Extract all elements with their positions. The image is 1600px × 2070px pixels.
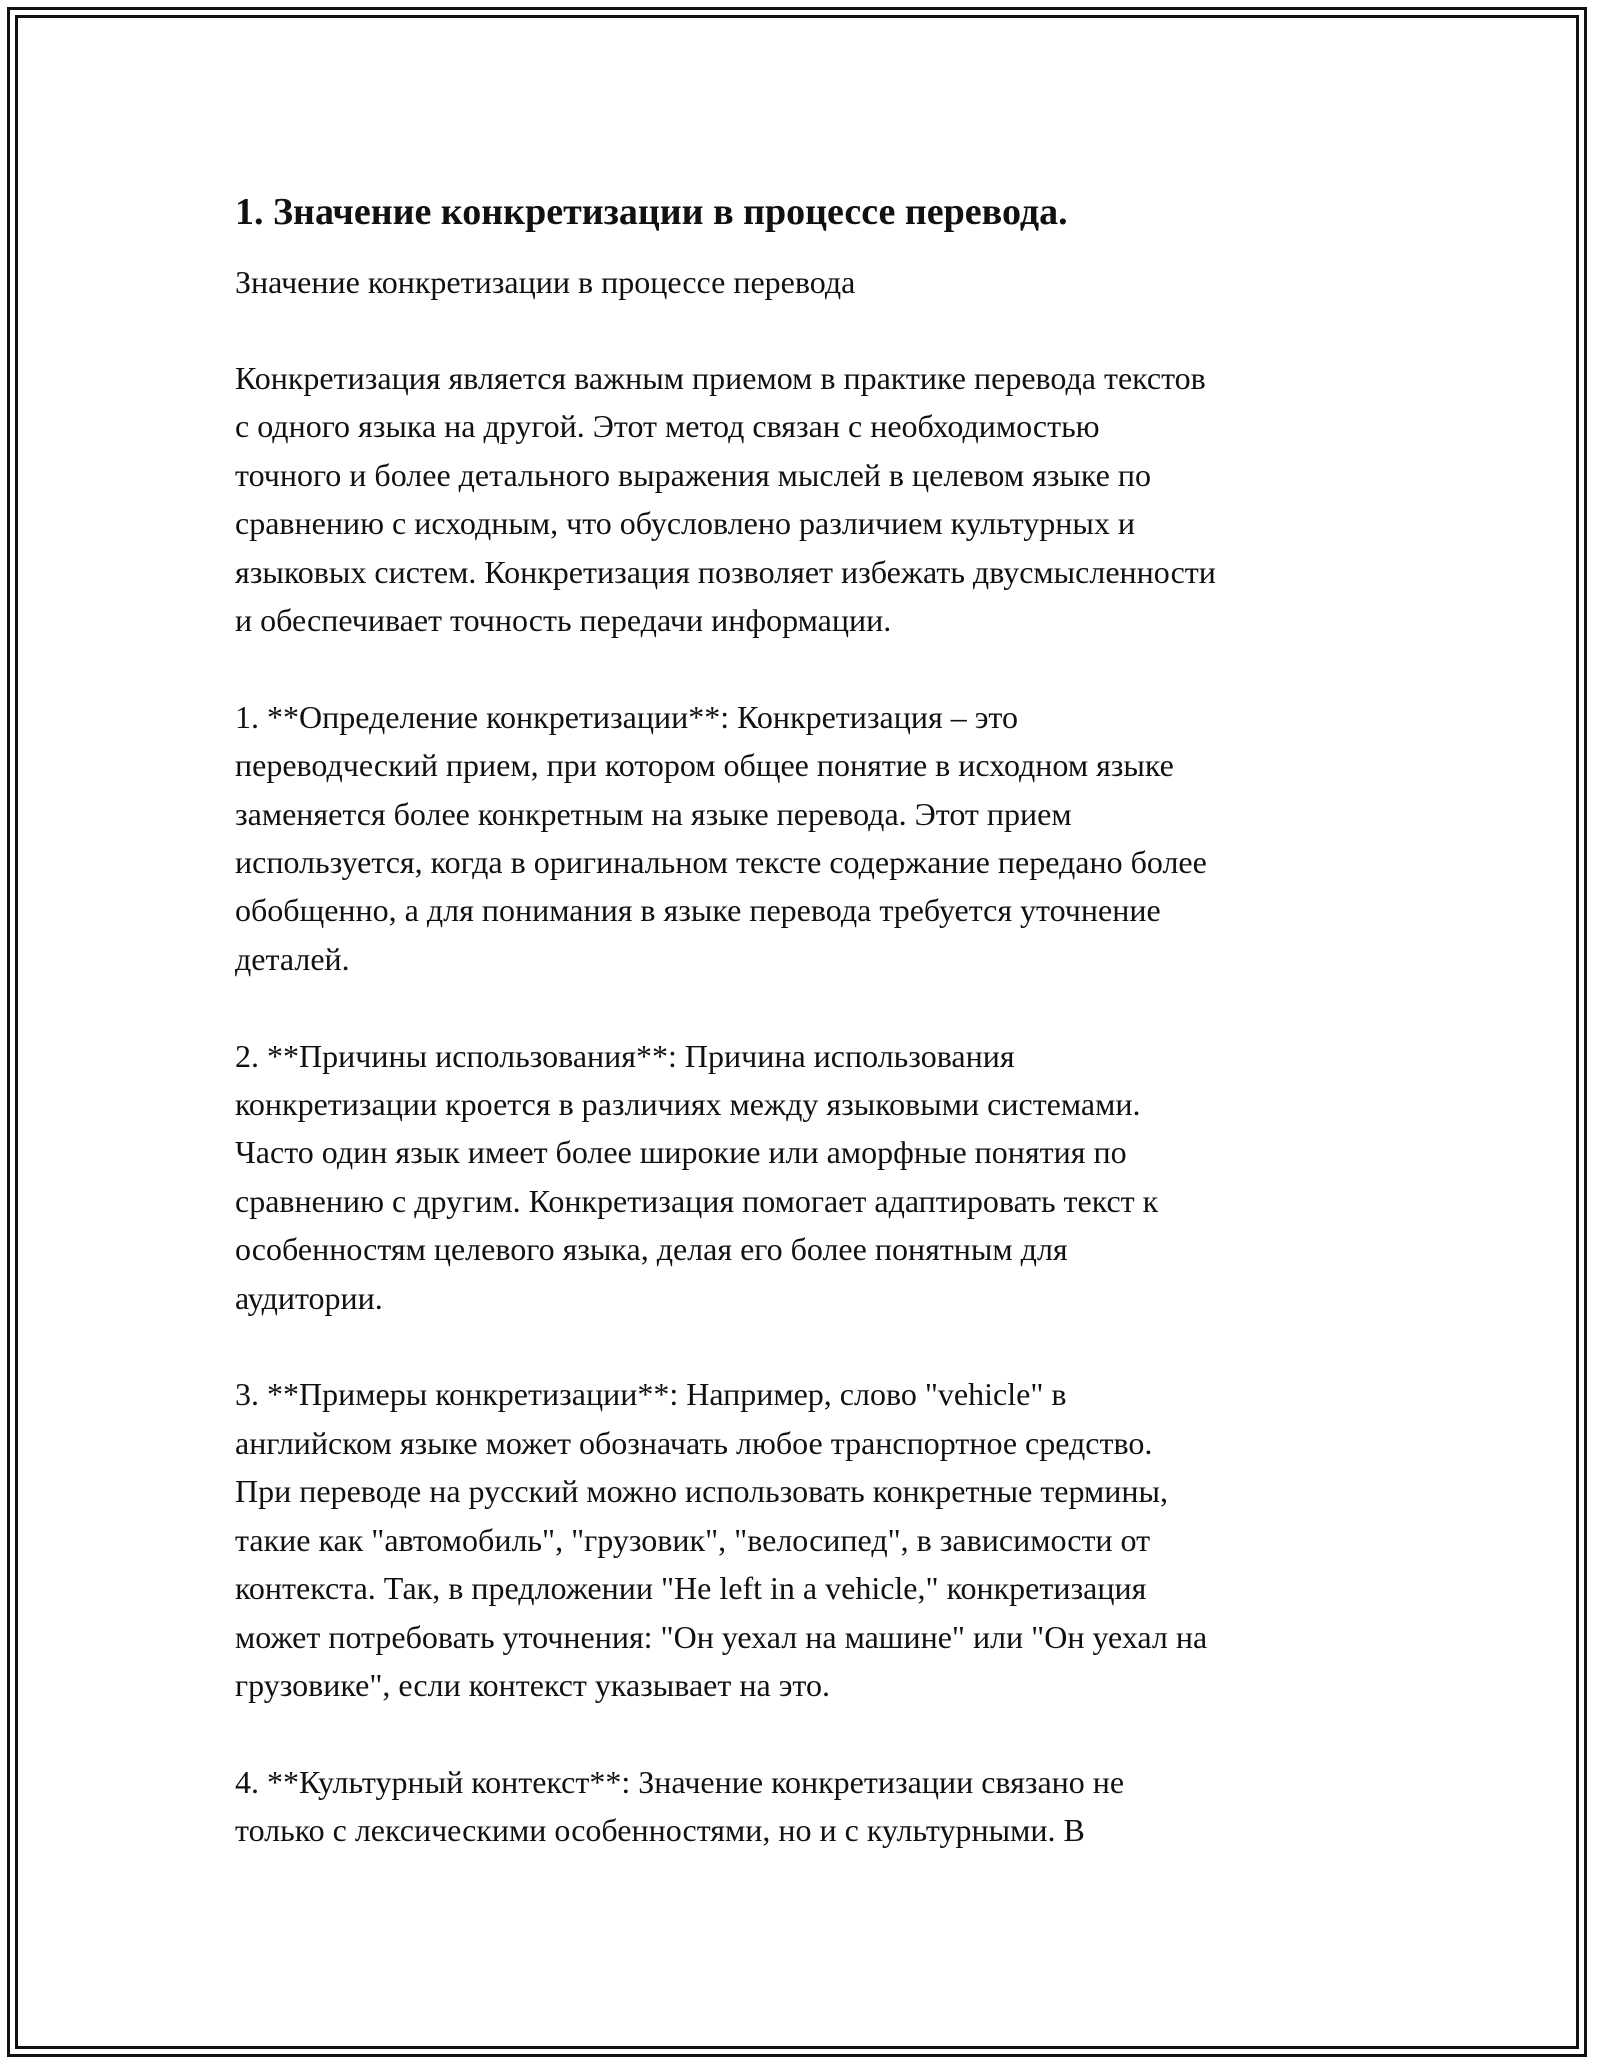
text-line: используется, когда в оригинальном тексте содержание передано более [235,844,1207,881]
document-subtitle: Значение конкретизации в процессе перевода [235,264,856,300]
document-heading: 1. Значение конкретизации в процессе перевода. [235,191,1068,233]
text-line: английском языке может обозначать любое транспортное средство. [235,1424,1153,1461]
text-line: деталей. [235,940,350,977]
text-line: 3. **Примеры конкретизации**: Например, слово "vehicle" в [235,1376,1067,1413]
document-body [235,186,1375,1903]
text-line: особенностям целевого языка, делая его более понятным для [235,1231,1068,1268]
text-line: Конкретизация является важным приемом в практике перевода текстов [235,360,1206,396]
text-line: 1. **Определение конкретизации**: Конкретизация – это [235,698,1018,735]
text-line: сравнению с исходным, что обусловлено различием культурных и [235,505,1135,542]
text-line: только с лексическими особенностями, но и с культурными. В [235,1812,1085,1849]
text-line: Часто один язык имеет более широкие или аморфные понятия по [235,1134,1127,1171]
text-line: аудитории. [235,1279,383,1316]
paragraph-reasons [235,1032,1375,1322]
text-line: языковых систем. Конкретизация позволяет избежать двусмысленности [235,553,1216,590]
paragraph-intro [235,354,1375,644]
paragraph-definition [235,693,1375,983]
text-line: обобщенно, а для понимания в языке перевода требуется уточнение [235,892,1161,929]
text-line: может потребовать уточнения: "Он уехал на машине" или "Он уехал на [235,1618,1208,1655]
paragraph-examples [235,1370,1375,1709]
text-line: 2. **Причины использования**: Причина использования [235,1037,1015,1074]
text-line: грузовике", если контекст указывает на это. [235,1666,830,1703]
text-line: с одного языка на другой. Этот метод связан с необходимостью [235,408,1100,445]
text-line: сравнению с другим. Конкретизация помогает адаптировать текст к [235,1182,1159,1219]
text-line: такие как "автомобиль", "грузовик", "велосипед", в зависимости от [235,1521,1151,1558]
text-line: заменяется более конкретным на языке перевода. Этот прием [235,795,1072,832]
text-line: точного и более детального выражения мыслей в целевом языке по [235,456,1151,493]
text-line: конкретизации кроется в различиях между языковыми системами. [235,1086,1141,1123]
text-line: контекста. Так, в предложении "He left in a vehicle," конкретизация [235,1570,1147,1607]
text-line: 4. **Культурный контекст**: Значение конкретизации связано не [235,1763,1125,1800]
paragraph-cultural-context [235,1758,1375,1855]
text-line: и обеспечивает точность передачи информации. [235,602,892,639]
text-line: При переводе на русский можно использовать конкретные термины, [235,1473,1169,1510]
text-line: переводческий прием, при котором общее понятие в исходном языке [235,747,1174,784]
